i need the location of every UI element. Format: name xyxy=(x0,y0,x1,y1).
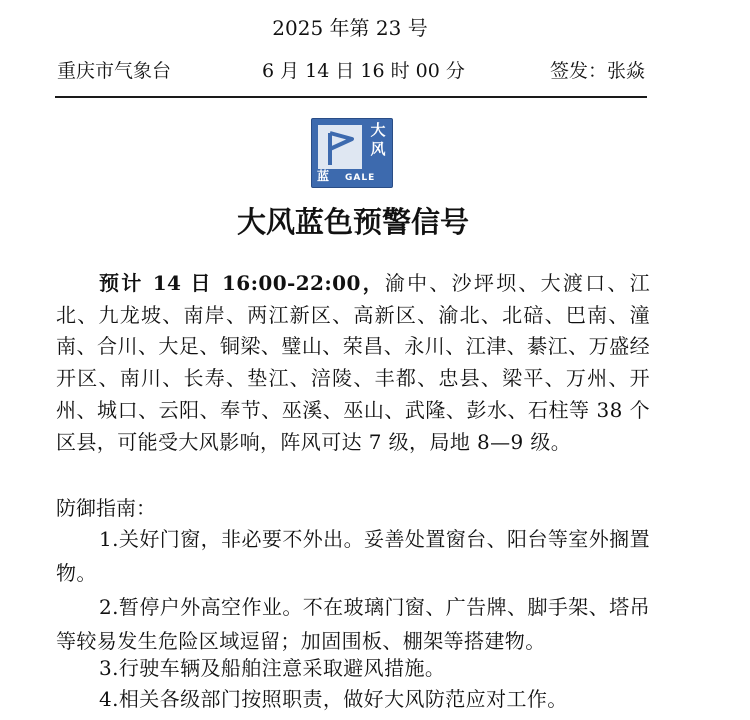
signer: 签发：张焱 xyxy=(549,60,645,82)
icon-label-big: 大 风 xyxy=(370,121,386,158)
wind-flag-icon xyxy=(318,125,362,169)
guide-item-4: 4.相关各级部门按照职责，做好大风防范应对工作。 xyxy=(99,687,568,711)
gale-blue-warning-icon xyxy=(311,118,393,188)
warning-title: 大风蓝色预警信号 xyxy=(236,205,469,239)
issue-number: 2025 年第 23 号 xyxy=(272,16,428,40)
issuing-organization: 重庆市气象台 xyxy=(57,60,172,82)
icon-label-gale: GALE xyxy=(345,173,376,183)
forecast-lead: 预计 14 日 16:00-22:00， xyxy=(99,271,385,295)
guide-item-2: 2.暂停户外高空作业。不在玻璃门窗、广告牌、脚手架、塔吊等较易发生危险区域逗留；加固围板、棚架等搭建物。 xyxy=(56,595,650,653)
guide-item-1: 1.关好门窗，非必要不外出。妥善处置窗台、阳台等室外搁置物。 xyxy=(56,527,650,585)
defense-guide-heading: 防御指南： xyxy=(56,496,156,520)
guide-item-3: 3.行驶车辆及船舶注意采取避风措施。 xyxy=(99,656,446,680)
issue-datetime: 6 月 14 日 16 时 00 分 xyxy=(262,60,465,82)
icon-label-blue: 蓝 xyxy=(317,169,330,183)
forecast-paragraph xyxy=(56,268,650,458)
forecast-text: 渝中、沙坪坝、大渡口、江北、九龙坡、南岸、两江新区、高新区、渝北、北碚、巴南、潼南、合川、大足、铜梁、璧山、荣昌、永川、江津、綦江、万盛经开区、南川、长寿、垫江、涪陵、丰都、忠县、梁平、万州、开州、城口、云阳、奉节、巫溪、巫山、武隆、彭水、石柱等 38 个区县，可能受大风影响，阵风可达 7 级，局地 8—9 级。 xyxy=(56,271,650,454)
header-meta xyxy=(55,56,645,82)
header-divider xyxy=(55,96,647,98)
